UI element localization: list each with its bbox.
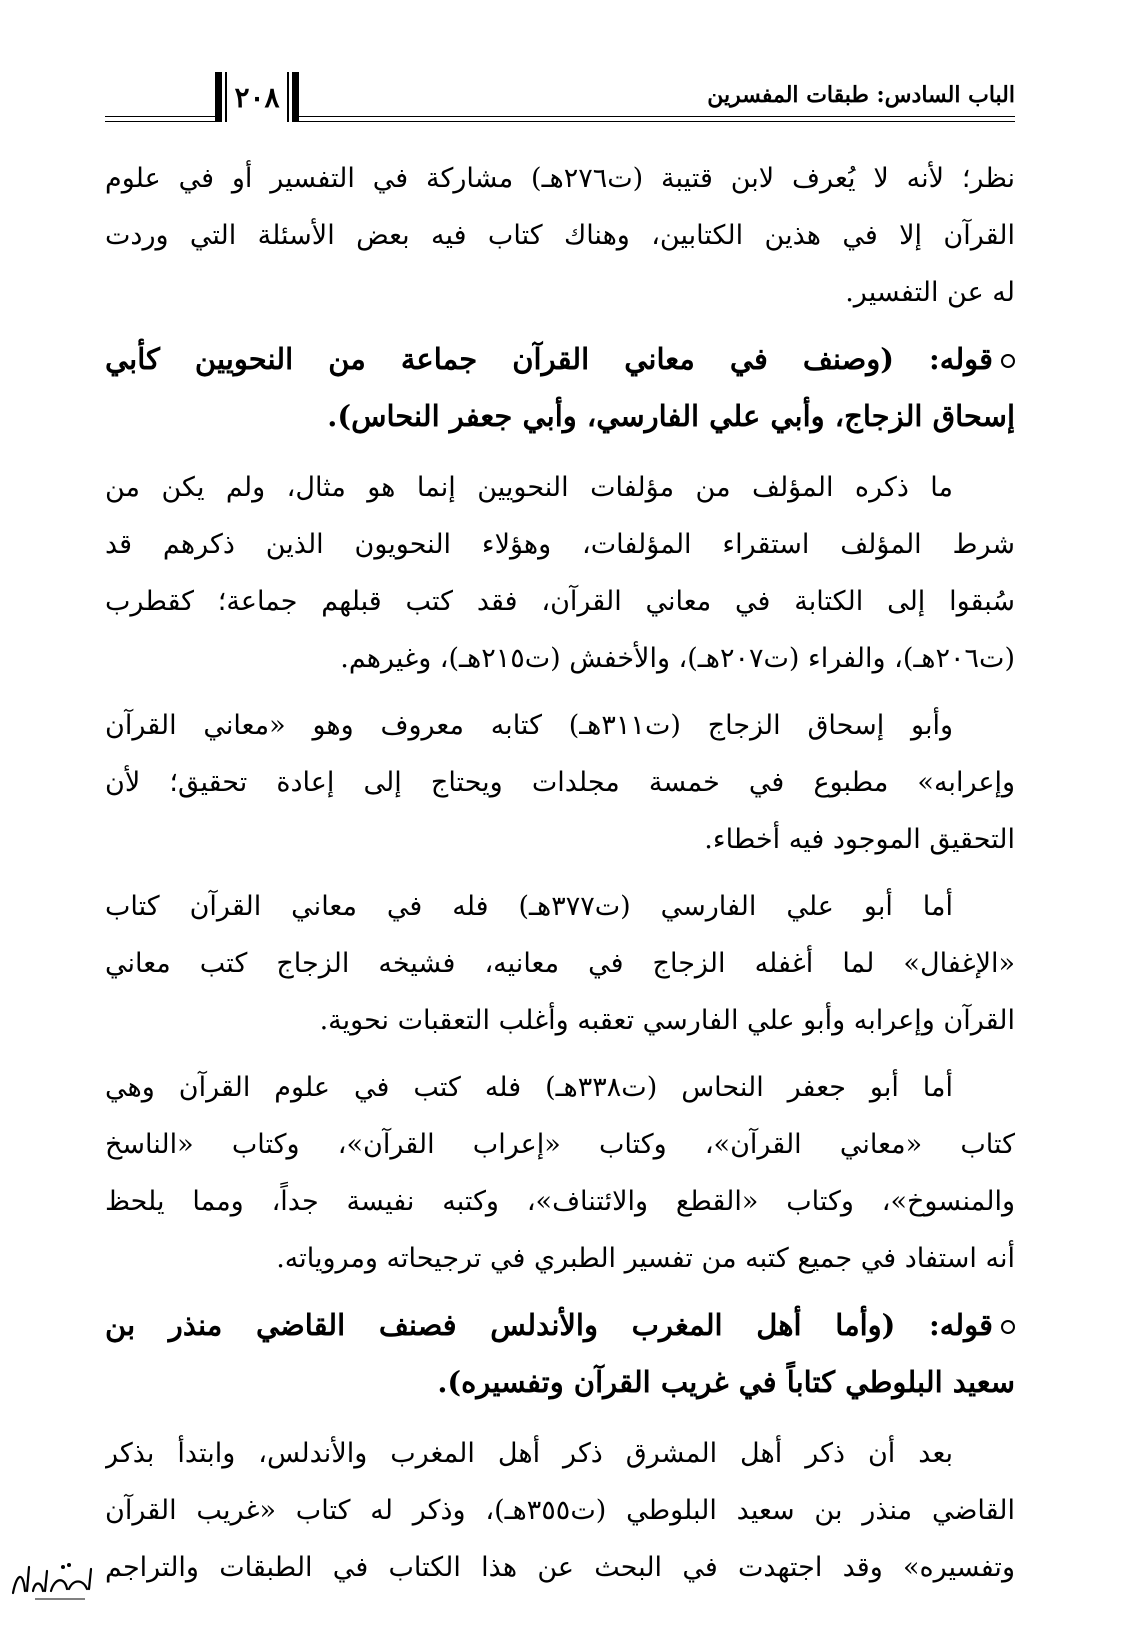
quote-text: قوله: (وأما أهل المغرب والأندلس فصنف القاضي منذر بن — [105, 1308, 993, 1342]
text-line: أنه استفاد في جميع كتبه من تفسير الطبري في ترجيحاته ومروياته. — [276, 1243, 1015, 1274]
paragraph-2 — [105, 459, 1015, 687]
paragraph-5 — [105, 1059, 1015, 1287]
quote-text: قوله: (وصنف في معاني القرآن جماعة من النحويين كأبي — [105, 342, 993, 376]
text-line: شرط المؤلف استقراء المؤلفات، وهؤلاء النحويون الذين ذكرهم قد — [105, 529, 1015, 560]
text-line: «الإغفال» لما أغفله الزجاج في معانيه، فشيخه الزجاج كتب معاني — [105, 948, 1015, 979]
text-line: وإعرابه» مطبوع في خمسة مجلدات ويحتاج إلى إعادة تحقيق؛ لأن — [105, 767, 1015, 798]
text-line: نظر؛ لأنه لا يُعرف لابن قتيبة (ت٢٧٦هـ) مشاركة في التفسير أو في علوم — [105, 163, 1015, 194]
quote-line — [105, 1297, 1015, 1354]
text-line: أما أبو علي الفارسي (ت٣٧٧هـ) فله في معاني القرآن كتاب — [105, 891, 953, 922]
quote-line: سعيد البلوطي كتاباً في غريب القرآن وتفسيره). — [437, 1365, 1015, 1399]
circle-bullet-icon — [1001, 1320, 1015, 1334]
text-line: والمنسوخ»، وكتاب «القطع والائتناف»، وكتبه نفيسة جداً، ومما يلحظ — [105, 1186, 1015, 1217]
text-line: القرآن وإعرابه وأبو علي الفارسي تعقبه وأغلب التعقبات نحوية. — [319, 1005, 1015, 1036]
text-line: ما ذكره المؤلف من مؤلفات النحويين إنما هو مثال، ولم يكن من — [105, 472, 953, 503]
text-line: (ت٢٠٦هـ)، والفراء (ت٢٠٧هـ)، والأخفش (ت٢١٥هـ)، وغيرهم. — [340, 643, 1015, 674]
text-line: وأبو إسحاق الزجاج (ت٣١١هـ) كتابه معروف وهو «معاني القرآن — [105, 710, 953, 741]
text-line: له عن التفسير. — [845, 277, 1015, 308]
page-body — [105, 150, 1015, 1596]
paragraph-4 — [105, 878, 1015, 1049]
quote-line: إسحاق الزجاج، وأبي علي الفارسي، وأبي جعفر النحاس). — [327, 399, 1015, 433]
circle-bullet-icon — [1001, 354, 1015, 368]
quote-block-1 — [105, 331, 1015, 445]
page-number-frame — [215, 72, 299, 122]
text-line: وتفسيره» وقد اجتهدت في البحث عن هذا الكتاب في الطبقات والتراجم — [105, 1552, 1015, 1583]
chapter-title: الباب السادس: طبقات المفسرين — [707, 82, 1015, 108]
text-line: كتاب «معاني القرآن»، وكتاب «إعراب القرآن»، وكتاب «الناسخ — [105, 1129, 1015, 1160]
running-header — [105, 78, 1015, 130]
page-number: ٢٠٨ — [234, 80, 280, 114]
text-line: القرآن إلا في هذين الكتابين، وهناك كتاب فيه بعض الأسئلة التي وردت — [105, 220, 1015, 251]
text-line: أما أبو جعفر النحاس (ت٣٣٨هـ) فله كتب في علوم القرآن وهي — [105, 1072, 953, 1103]
library-stamp-icon — [5, 1553, 100, 1608]
text-line: التحقيق الموجود فيه أخطاء. — [704, 824, 1015, 855]
text-line: بعد أن ذكر أهل المشرق ذكر أهل المغرب والأندلس، وابتدأ بذكر — [105, 1438, 953, 1469]
text-line: سُبقوا إلى الكتابة في معاني القرآن، فقد كتب قبلهم جماعة؛ كقطرب — [105, 586, 1015, 617]
paragraph-6 — [105, 1425, 1015, 1596]
paragraph-3 — [105, 697, 1015, 868]
paragraph-1 — [105, 150, 1015, 321]
quote-block-2 — [105, 1297, 1015, 1411]
quote-line — [105, 331, 1015, 388]
text-line: القاضي منذر بن سعيد البلوطي (ت٣٥٥هـ)، وذكر له كتاب «غريب القرآن — [105, 1495, 1015, 1526]
